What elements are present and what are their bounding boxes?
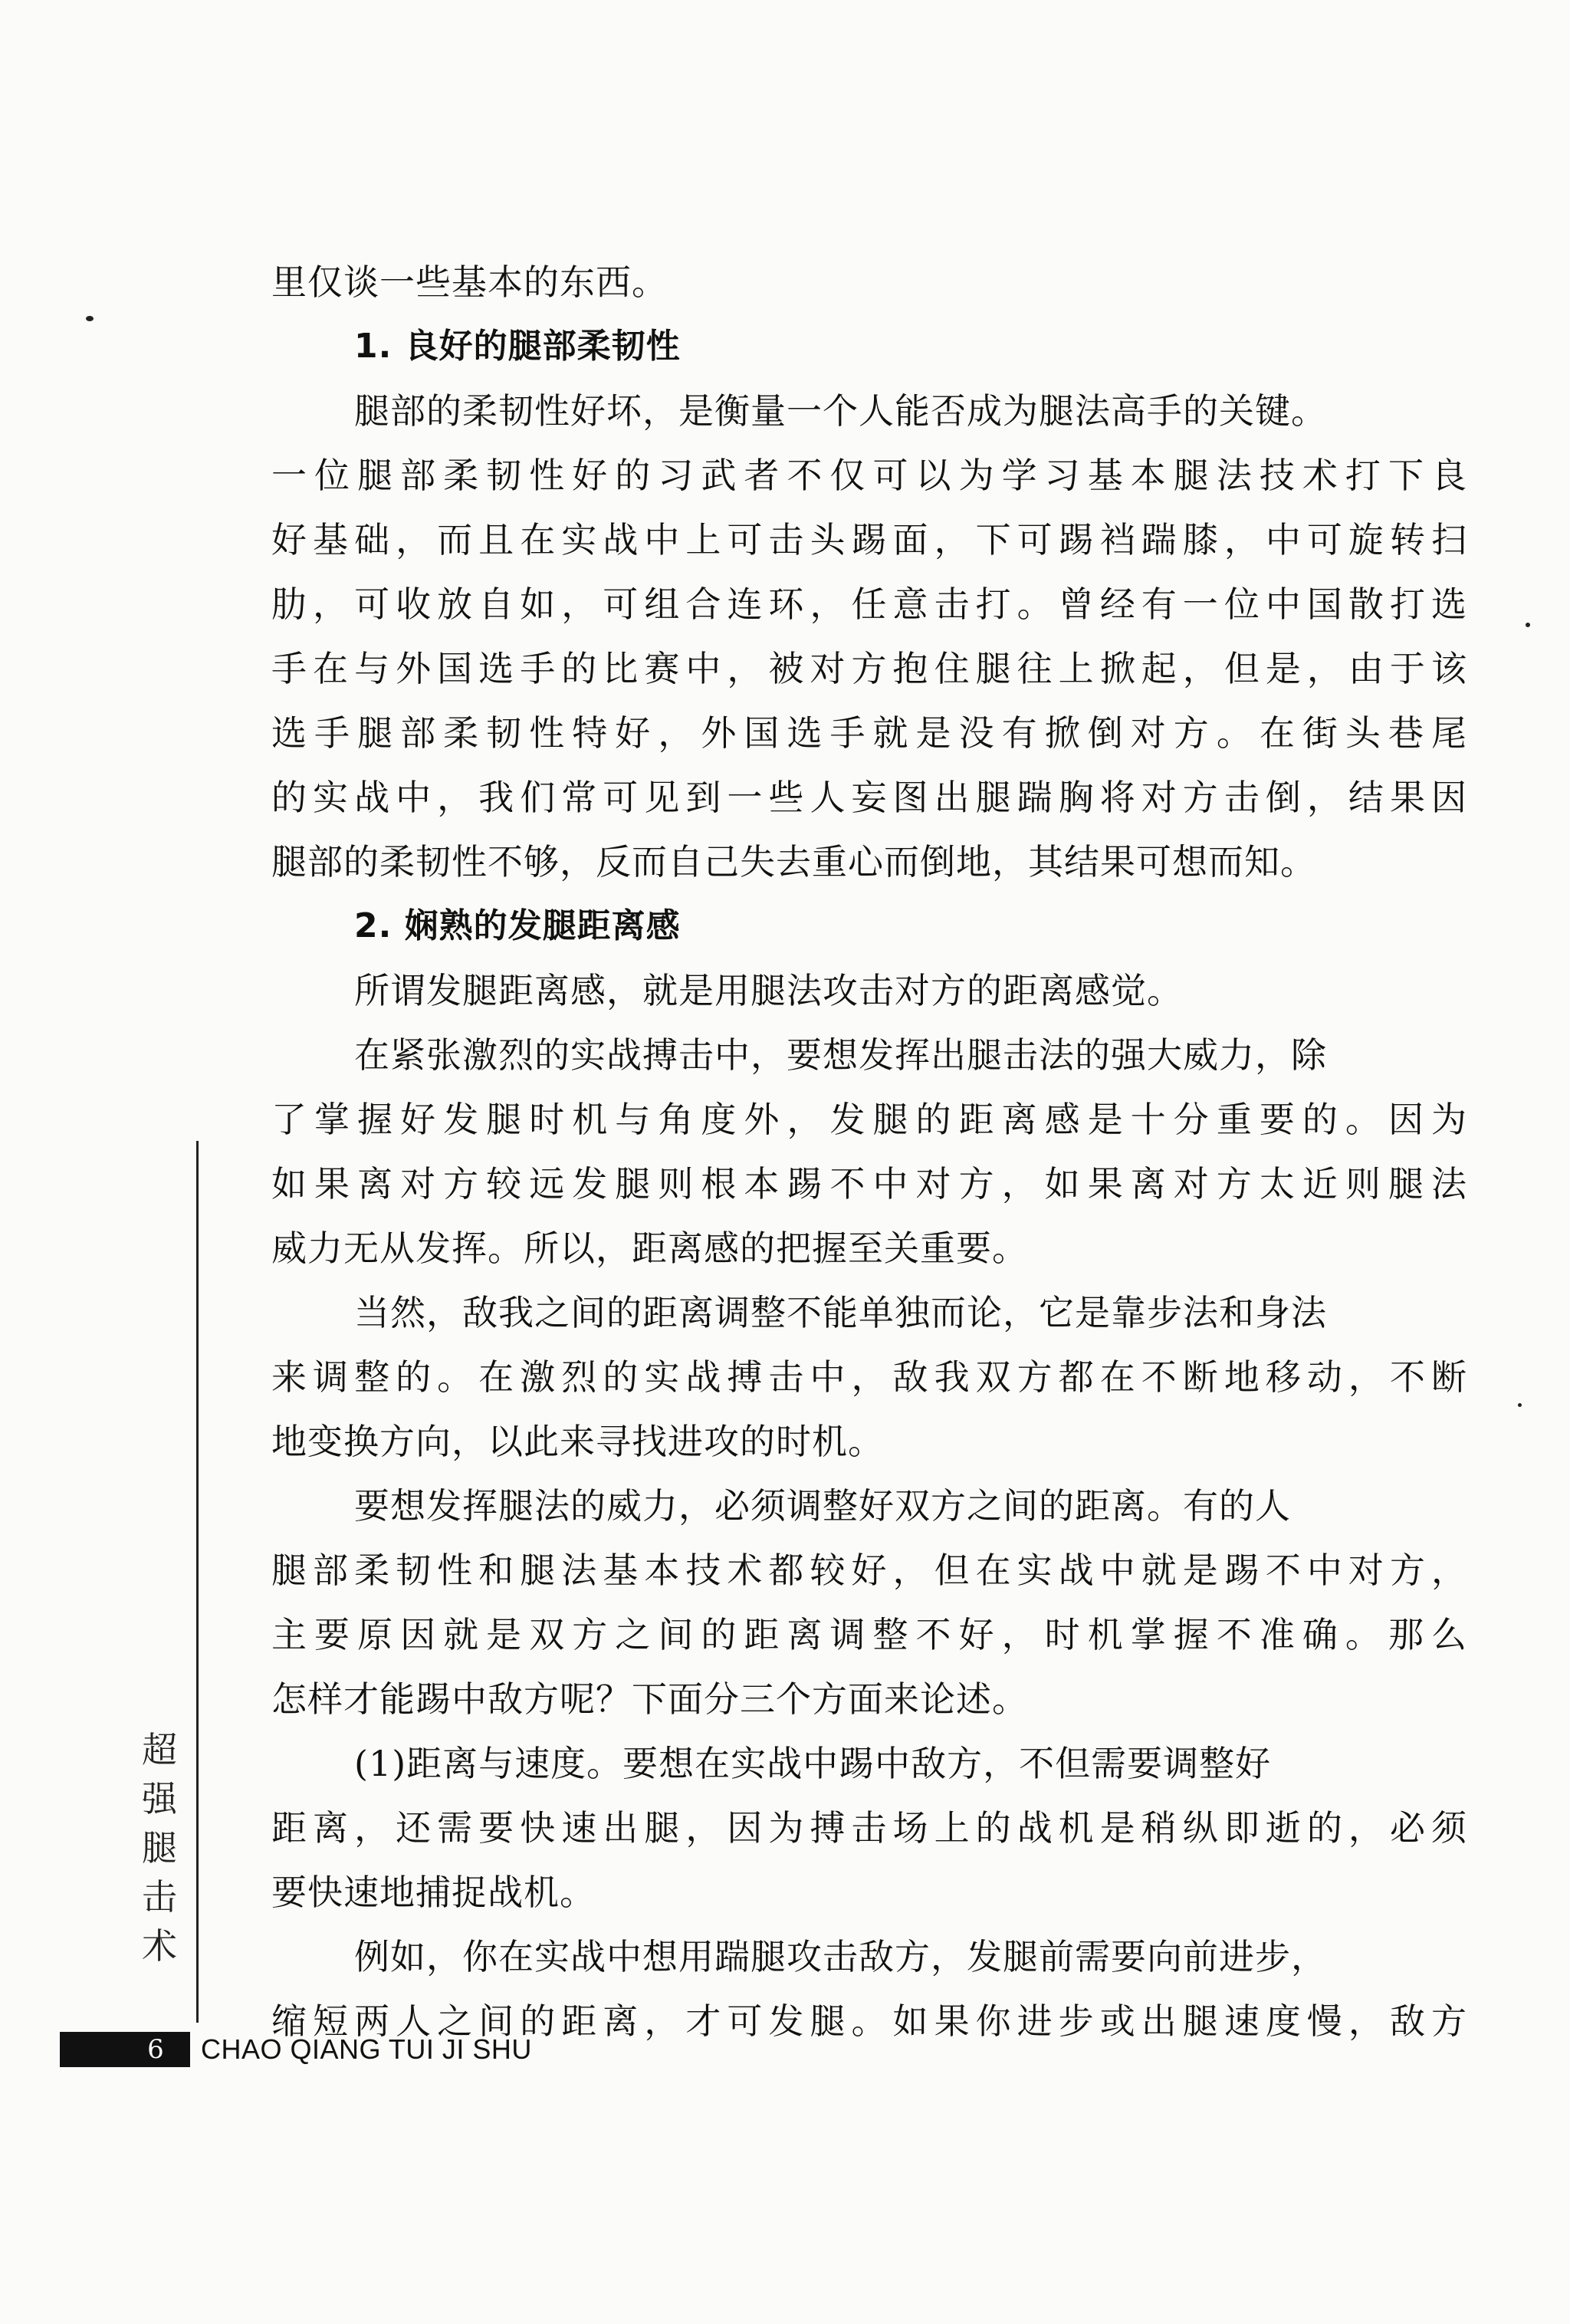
text-line: 例如，你在实战中想用踹腿攻击敌方，发腿前需要向前进步， — [354, 1936, 1327, 1977]
text-line: 如果离对方较远发腿则根本踢不中对方，如果离对方太近则腿法 — [271, 1163, 1467, 1205]
side-title-char: 术 — [142, 1925, 177, 1967]
text-line: 来调整的。在激烈的实战搏击中，敌我双方都在不断地移动，不断 — [271, 1356, 1467, 1398]
running-title-vertical — [136, 1725, 182, 1971]
text-line: 腿部柔韧性和腿法基本技术都较好，但在实战中就是踢不中对方， — [271, 1550, 1467, 1591]
text-line: 好基础，而且在实战中上可击头踢面，下可踢裆踹膝，中可旋转扫 — [271, 519, 1467, 560]
text-line: 手在与外国选手的比赛中，被对方抱住腿往上掀起，但是，由于该 — [271, 648, 1467, 689]
scan-speck — [1526, 623, 1530, 627]
text-line: 腿部的柔韧性好坏，是衡量一个人能否成为腿法高手的关键。 — [354, 390, 1327, 432]
text-line: 缩短两人之间的距离，才可发腿。如果你进步或出腿速度慢，敌方 — [271, 2000, 1467, 2042]
text-line: 肋，可收放自如，可组合连环，任意击打。曾经有一位中国散打选 — [271, 583, 1467, 625]
text-line: 一位腿部柔韧性好的习武者不仅可以为学习基本腿法技术打下良 — [271, 455, 1467, 496]
text-line: 主要原因就是双方之间的距离调整不好，时机掌握不准确。那么 — [271, 1614, 1467, 1655]
text-line: 了掌握好发腿时机与角度外，发腿的距离感是十分重要的。因为 — [271, 1099, 1467, 1140]
margin-rule — [196, 1141, 199, 2023]
body-text — [271, 250, 1467, 2053]
text-line: 选手腿部柔韧性特好，外国选手就是没有掀倒对方。在街头巷尾 — [271, 712, 1467, 754]
text-line: (1)距离与速度。要想在实战中踢中敌方，不但需要调整好 — [354, 1743, 1272, 1784]
scan-speck — [86, 316, 94, 321]
text-line: 威力无从发挥。所以，距离感的把握至关重要。 — [271, 1228, 1028, 1269]
text-line: 地变换方向，以此来寻找进攻的时机。 — [271, 1421, 884, 1462]
side-title-char: 击 — [142, 1876, 177, 1918]
section-heading: 1. 良好的腿部柔韧性 — [354, 327, 681, 366]
text-line: 里仅谈一些基本的东西。 — [271, 261, 668, 303]
page-number: 6 — [147, 2034, 164, 2065]
text-line: 要想发挥腿法的威力，必须调整好双方之间的距离。有的人 — [354, 1485, 1291, 1527]
text-line: 怎样才能踢中敌方呢？下面分三个方面来论述。 — [271, 1678, 1028, 1720]
text-line: 所谓发腿距离感，就是用腿法攻击对方的距离感觉。 — [354, 970, 1183, 1011]
text-line: 距离，还需要快速出腿，因为搏击场上的战机是稍纵即逝的，必须 — [271, 1807, 1467, 1849]
text-line: 当然，敌我之间的距离调整不能单独而论，它是靠步法和身法 — [354, 1292, 1327, 1333]
side-title-char: 超 — [142, 1729, 177, 1770]
text-line: 的实战中，我们常可见到一些人妄图出腿踹胸将对方击倒，结果因 — [271, 777, 1467, 818]
side-title-char: 强 — [142, 1778, 177, 1819]
side-title-char: 腿 — [142, 1827, 177, 1869]
text-line: 要快速地捕捉战机。 — [271, 1872, 596, 1913]
section-heading: 2. 娴熟的发腿距离感 — [354, 906, 681, 945]
scan-speck — [1518, 1403, 1522, 1407]
text-line: 在紧张激烈的实战搏击中，要想发挥出腿击法的强大威力，除 — [354, 1034, 1327, 1076]
text-line: 腿部的柔韧性不够，反而自己失去重心而倒地，其结果可想而知。 — [271, 841, 1316, 883]
running-title-footer: CHAO QIANG TUI JI SHU — [201, 2033, 532, 2065]
